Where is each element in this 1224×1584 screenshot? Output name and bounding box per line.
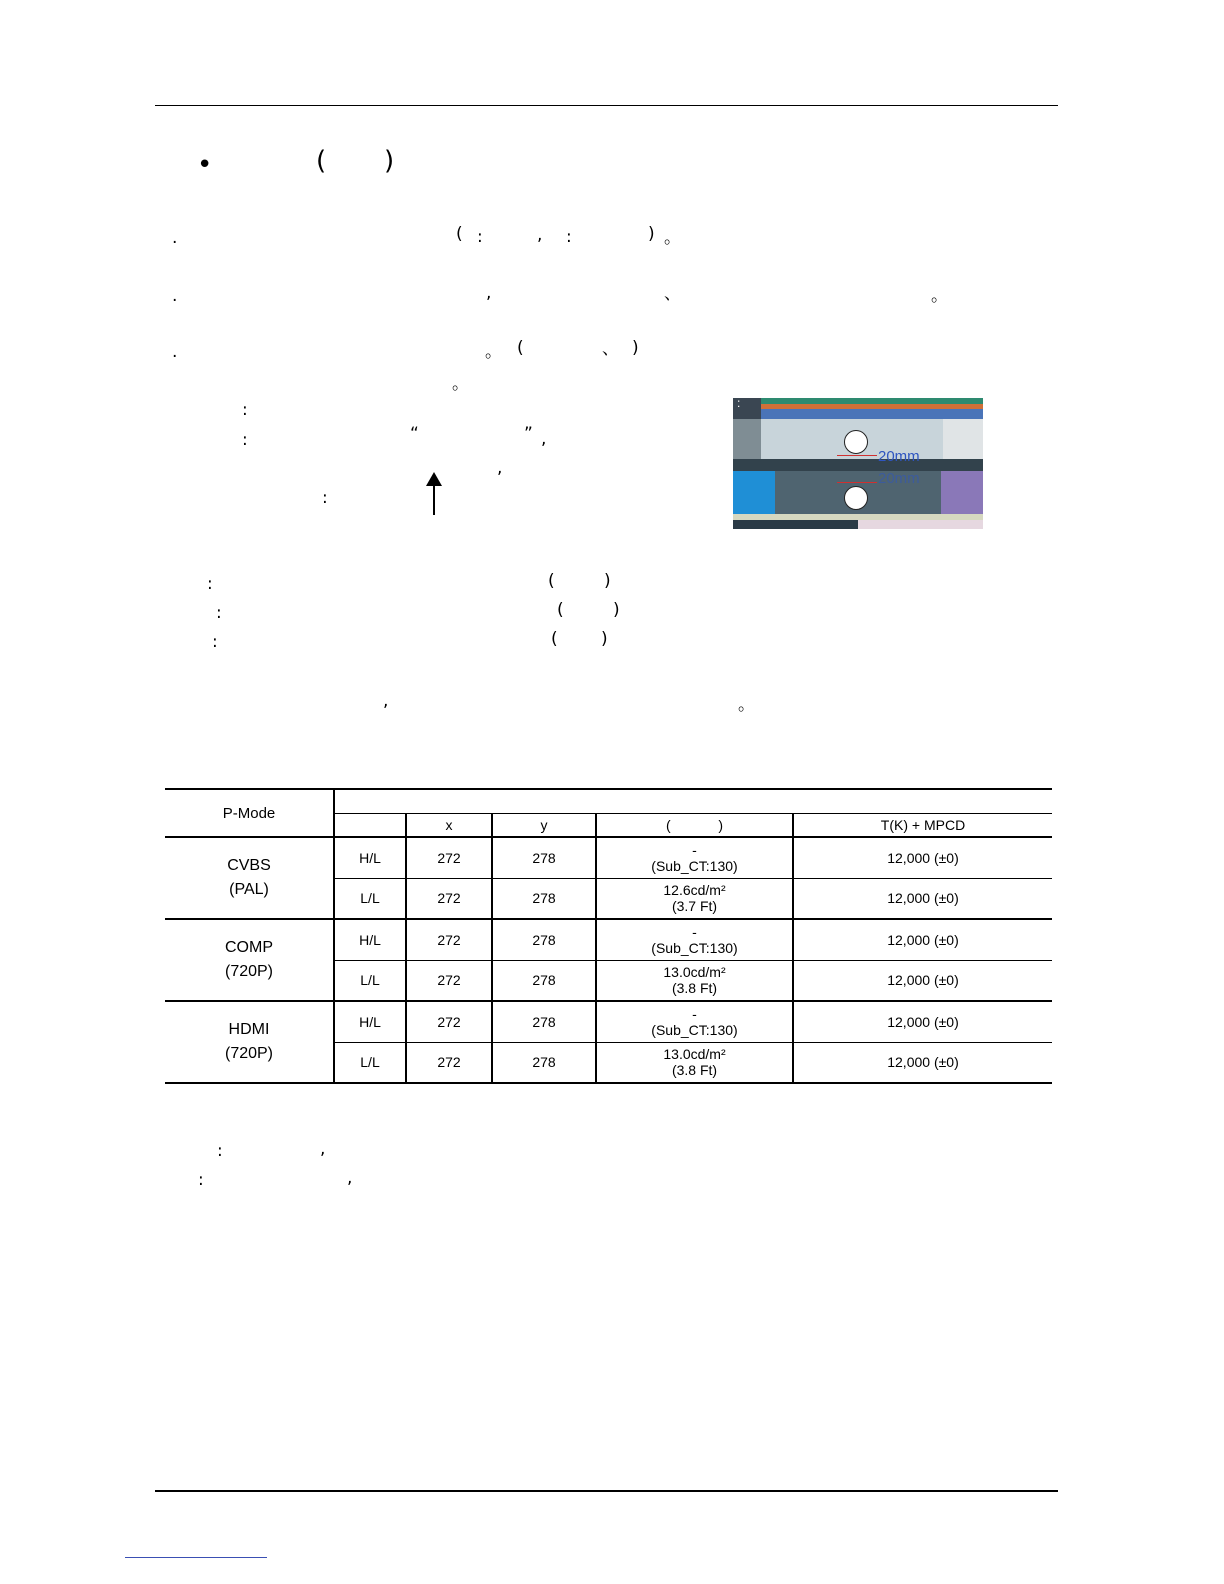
y-cell: 278 (492, 878, 596, 919)
line8-colon: : (322, 488, 328, 508)
line1-mark: . (172, 228, 178, 248)
header-x: x (406, 813, 492, 837)
heading-bullet: • (197, 150, 213, 180)
level-cell: L/L (334, 878, 406, 919)
mode-sub: (PAL) (229, 881, 269, 898)
luminance-cell (596, 919, 793, 960)
header-level (334, 813, 406, 837)
line2-period: 。 (931, 286, 948, 306)
level-cell: L/L (334, 1042, 406, 1083)
table-row (165, 919, 1052, 960)
luminance-cell (596, 837, 793, 878)
lum-line2: (Sub_CT:130) (651, 1021, 738, 1038)
heading-paren-open: ( (316, 146, 327, 176)
temp-cell: 12,000 (±0) (793, 1042, 1052, 1083)
y-cell: 278 (492, 1042, 596, 1083)
list2-paren-open: ( (557, 600, 564, 620)
line1-colon-b: : (566, 227, 572, 247)
header-lum-open: ( (665, 816, 671, 833)
temp-cell: 12,000 (±0) (793, 837, 1052, 878)
x-cell: 272 (406, 919, 492, 960)
lum-line2: (3.7 Ft) (671, 898, 718, 915)
lum-line1: 13.0cd/m² (663, 964, 726, 981)
heading-paren-close: ) (384, 146, 395, 176)
line3-paren-close: ) (632, 338, 639, 358)
line1-paren-open: ( (456, 224, 463, 244)
header-pmode: P-Mode (165, 789, 334, 837)
upper-circle-marker (844, 430, 868, 454)
luminance-cell (596, 960, 793, 1001)
line1-comma: , (537, 225, 543, 245)
line7-comma: , (497, 458, 503, 478)
line1-paren-close: ) (648, 224, 655, 244)
temp-cell: 12,000 (±0) (793, 878, 1052, 919)
list2-paren-close: ) (613, 600, 620, 620)
x-cell: 272 (406, 1001, 492, 1042)
line1-period: 。 (664, 228, 681, 248)
line5-colon: : (242, 400, 248, 420)
list1-colon: : (207, 574, 213, 594)
line3-enum-comma: 、 (602, 339, 619, 359)
temp-cell: 12,000 (±0) (793, 960, 1052, 1001)
header-y: y (492, 813, 596, 837)
line2-mark: . (172, 286, 178, 306)
note1-comma: , (320, 1139, 326, 1159)
lum-line1: - (692, 923, 697, 940)
y-cell: 278 (492, 1001, 596, 1042)
lum-line2: (3.8 Ft) (671, 980, 718, 997)
arrow-shaft (433, 483, 435, 515)
list3-paren-close: ) (601, 629, 608, 649)
header-rule (155, 105, 1058, 106)
header-group-band (334, 789, 1052, 813)
line2-comma: , (486, 283, 492, 303)
list1-paren-open: ( (548, 571, 555, 591)
lower-circle-marker (844, 486, 868, 510)
y-cell: 278 (492, 960, 596, 1001)
mode-sub: (720P) (224, 963, 274, 980)
footer-rule (155, 1490, 1058, 1492)
mode-name: COMP (225, 939, 273, 956)
line6-quote-open: “ (410, 424, 419, 444)
lum-line2: (Sub_CT:130) (651, 939, 738, 956)
list2-colon: : (216, 603, 222, 623)
line1-colon-a: : (477, 227, 483, 247)
white-balance-table (165, 788, 1052, 1084)
x-cell: 272 (406, 878, 492, 919)
note1-colon: : (217, 1141, 223, 1161)
luminance-cell (596, 878, 793, 919)
line2-enum-comma: 、 (664, 284, 681, 304)
footer-link-underline[interactable] (125, 1557, 267, 1558)
note2-colon: : (198, 1170, 204, 1190)
table-row (165, 1001, 1052, 1042)
test-pattern-image (733, 398, 983, 529)
level-cell: H/L (334, 1001, 406, 1042)
line3-mark: . (172, 342, 178, 362)
line9-period: 。 (738, 695, 755, 715)
pattern-dot-label: : (737, 398, 741, 410)
level-cell: H/L (334, 837, 406, 878)
line3-paren-open: ( (517, 338, 524, 358)
list3-paren-open: ( (551, 629, 558, 649)
level-cell: L/L (334, 960, 406, 1001)
list1-paren-close: ) (604, 571, 611, 591)
note2-comma: , (347, 1168, 353, 1188)
y-cell: 278 (492, 919, 596, 960)
lum-line1: 12.6cd/m² (663, 882, 726, 899)
x-cell: 272 (406, 960, 492, 1001)
upper-distance-label: 20mm (878, 448, 920, 465)
line6-colon: : (242, 430, 248, 450)
lum-line2: (3.8 Ft) (671, 1062, 718, 1079)
line3-period: 。 (485, 342, 502, 362)
lum-line1: 13.0cd/m² (663, 1046, 726, 1063)
x-cell: 272 (406, 837, 492, 878)
y-cell: 278 (492, 837, 596, 878)
list3-colon: : (212, 632, 218, 652)
mode-cell (165, 1001, 334, 1083)
mode-name: HDMI (228, 1021, 270, 1038)
x-cell: 272 (406, 1042, 492, 1083)
table-row (165, 837, 1052, 878)
lower-distance-label: 20mm (878, 470, 920, 487)
line9-comma: , (383, 691, 389, 711)
mode-cell (165, 919, 334, 1001)
level-cell: H/L (334, 919, 406, 960)
lum-line2: (Sub_CT:130) (651, 857, 738, 874)
luminance-cell (596, 1042, 793, 1083)
line6-comma: , (541, 429, 547, 449)
line4-period: 。 (452, 374, 469, 394)
header-luminance (596, 813, 793, 837)
temp-cell: 12,000 (±0) (793, 919, 1052, 960)
mode-name: CVBS (227, 857, 271, 874)
luminance-cell (596, 1001, 793, 1042)
line6-quote-close: ” (524, 424, 533, 444)
header-temp: T(K) + MPCD (793, 813, 1052, 837)
lum-line1: - (692, 1005, 697, 1022)
lum-line1: - (692, 841, 697, 858)
mode-sub: (720P) (224, 1045, 274, 1062)
header-lum-close: ) (718, 816, 724, 833)
mode-cell (165, 837, 334, 919)
temp-cell: 12,000 (±0) (793, 1001, 1052, 1042)
